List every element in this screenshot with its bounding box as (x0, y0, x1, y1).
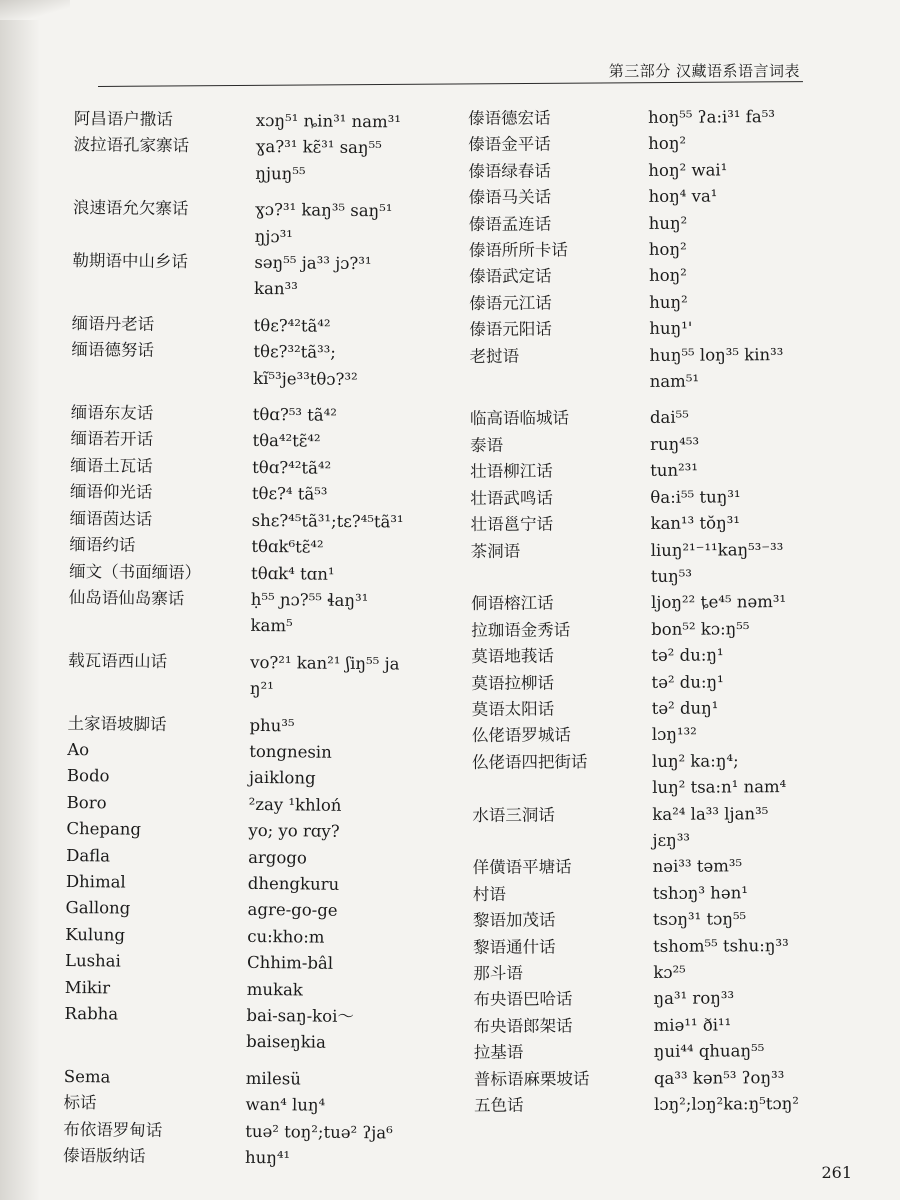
language-name: 傣语马关话 (468, 187, 552, 208)
language-name: 傣语版纳话 (62, 1145, 146, 1166)
word-form: cu:kho:m (247, 926, 325, 947)
word-entry (473, 932, 843, 961)
word-form: yo; yo rɑy? (248, 821, 340, 841)
language-name: 黎语通什话 (473, 937, 556, 957)
language-name: Boro (66, 792, 107, 813)
word-entry (67, 737, 447, 767)
language-name: 莫语地莪话 (471, 646, 554, 667)
word-entry (71, 400, 451, 430)
word-entry (472, 774, 842, 803)
word-form: bai-saŋ-koi～ (246, 1005, 355, 1026)
word-entry (70, 453, 450, 483)
word-form: kan¹³ tŏŋ³¹ (650, 513, 740, 533)
language-name: 傣语元阳话 (469, 319, 552, 340)
language-name: 莫语拉柳话 (471, 673, 555, 693)
word-entry (471, 589, 841, 618)
word-form: tsɔŋ³¹ tɔŋ⁵⁵ (652, 909, 747, 930)
word-entry (473, 959, 843, 988)
language-name: 泰语 (470, 435, 504, 455)
language-name: 老挝语 (469, 346, 520, 366)
word-form: huŋ¹' (649, 318, 693, 339)
word-entry (470, 457, 840, 486)
word-form: baiseŋkia (246, 1032, 326, 1053)
language-name (68, 674, 250, 702)
page-corner-shadow (0, 0, 70, 20)
word-entry (471, 615, 841, 644)
word-entry (72, 248, 452, 278)
word-entry (65, 922, 445, 952)
language-name: 那斗语 (473, 963, 523, 983)
left-column (63, 106, 454, 1173)
language-name: 布央语巴哈话 (473, 989, 573, 1010)
word-entry (471, 668, 841, 697)
language-name: 拉珈语金秀话 (471, 620, 571, 640)
word-entry (469, 209, 839, 238)
word-entry (73, 132, 453, 162)
word-form: tshɔŋ³ hən¹ (652, 883, 748, 903)
language-name: Ao (67, 739, 90, 760)
word-form: ka²⁴ la³³ ljan³⁵ (652, 803, 769, 824)
language-name: 傣语元江话 (469, 293, 552, 313)
language-name: Dhimal (65, 871, 126, 892)
word-entry (64, 1001, 444, 1031)
word-entry (472, 747, 842, 776)
language-name: 村语 (472, 884, 506, 904)
word-entry (472, 721, 842, 750)
language-name: 勒期语中山乡话 (72, 251, 188, 272)
word-form: ljoŋ²² ȶe⁴⁵ nəm³¹ (650, 592, 787, 613)
word-form: tθɛ?⁴²tã⁴² (253, 315, 331, 336)
language-name: 普标语麻栗坡话 (473, 1068, 590, 1089)
language-name (472, 828, 652, 856)
word-form: ŋjɔ³¹ (254, 226, 293, 246)
word-entry (68, 648, 448, 678)
word-form: ²zay ¹khloń (248, 794, 342, 815)
language-name (72, 274, 254, 302)
word-form: lɔŋ²;lɔŋ²ka:ŋ⁵tɔŋ² (654, 1094, 799, 1114)
word-form: vo?²¹ kan²¹ ʃiŋ⁵⁵ ja (250, 652, 400, 674)
word-form: tə² du:ŋ¹ (651, 671, 724, 692)
word-entry (473, 985, 843, 1014)
word-form: bon⁵² kɔ:ŋ⁵⁵ (651, 619, 750, 639)
word-entry (474, 1012, 844, 1041)
word-form: nam⁵¹ (649, 371, 700, 391)
language-name: Sema (63, 1066, 111, 1087)
word-entry (469, 315, 839, 344)
word-entry (469, 262, 839, 291)
language-name: Rabha (64, 1003, 119, 1024)
word-form: ŋa³¹ roŋ³³ (653, 988, 735, 1009)
language-name: 莫语太阳话 (471, 699, 555, 719)
language-name: Kulung (65, 924, 126, 945)
language-name: 仙岛语仙岛寨话 (68, 587, 185, 609)
word-entry (73, 222, 453, 252)
language-name: 仫佬语罗城话 (471, 725, 571, 746)
language-name: 缅语茵达话 (69, 508, 153, 529)
header-rule (98, 81, 803, 87)
language-name: 傣语金平话 (468, 134, 551, 155)
word-entry (468, 130, 838, 159)
language-name: 壮语柳江话 (470, 461, 553, 482)
word-form: huŋ² (648, 213, 688, 233)
language-name: 黎语加茂话 (472, 910, 556, 931)
language-name: 傣语德宏话 (468, 108, 551, 128)
word-form: tθa⁴²tɛ̃⁴² (252, 431, 321, 452)
language-name: 茶洞语 (470, 541, 521, 561)
language-name: 水语三洞话 (472, 805, 555, 825)
word-form: tə² duŋ¹ (651, 698, 719, 718)
language-name: 傣语绿春话 (468, 161, 551, 181)
language-name (64, 1027, 246, 1055)
word-entry (473, 853, 843, 882)
language-name (71, 364, 253, 392)
word-entry (69, 532, 449, 562)
word-form: nəi³³ təm³⁵ (652, 856, 743, 877)
word-form: kan³³ (253, 279, 298, 299)
word-entry (66, 816, 446, 846)
word-form: hoŋ² (648, 266, 687, 286)
language-name: 壮语邕宁话 (470, 514, 554, 535)
language-name: 缅语东友话 (70, 403, 154, 423)
word-form: shɛ?⁴⁵tã³¹;tɛ?⁴⁵tã³¹ (251, 510, 404, 532)
language-name: 缅语德努话 (71, 340, 155, 361)
word-entry (65, 948, 445, 978)
word-form: argogo (248, 847, 307, 868)
word-entry (471, 642, 841, 671)
word-entry (472, 800, 842, 829)
word-entry (73, 159, 453, 189)
word-entry (472, 695, 842, 724)
language-name (471, 564, 651, 592)
word-form: ɣa?³¹ kɛ̃³¹ saŋ⁵⁵ (255, 137, 382, 158)
word-form: ruŋ⁴⁵³ (650, 434, 700, 454)
word-entry (63, 1090, 443, 1120)
word-entry (470, 483, 840, 512)
word-form: agre-go-ge (247, 900, 338, 921)
word-form: qa³³ kən⁵³ ʔoŋ³³ (653, 1067, 785, 1088)
word-form: jɛŋ³³ (652, 830, 691, 850)
word-form: miə¹¹ ði¹¹ (653, 1015, 732, 1035)
word-entry (71, 364, 451, 394)
word-entry (468, 157, 838, 186)
word-form: liuŋ²¹⁻¹¹kaŋ⁵³⁻³³ (650, 539, 784, 560)
running-header: 第三部分 汉藏语系语言词表 (608, 62, 800, 80)
word-entry (474, 1038, 844, 1067)
word-entry (64, 1027, 444, 1057)
language-name: 侗语榕江话 (470, 593, 554, 614)
language-name: 阿昌语户撒话 (73, 108, 173, 130)
word-form: kɔ²⁵ (653, 962, 686, 982)
language-name (470, 369, 650, 397)
word-form: ŋjuŋ⁵⁵ (255, 163, 306, 184)
word-form: θa:i⁵⁵ tuŋ³¹ (650, 487, 741, 507)
language-name: Bodo (66, 766, 110, 786)
word-entry (470, 404, 840, 433)
word-form: tθɛ?³²tã³³; (253, 342, 336, 363)
word-form: hoŋ⁴ va¹ (648, 186, 718, 207)
word-form: tun²³¹ (650, 460, 699, 481)
word-entry (63, 1117, 443, 1147)
language-name (73, 222, 255, 250)
word-entry (68, 674, 448, 704)
language-name: 缅语土瓦话 (70, 455, 153, 476)
language-name (68, 611, 250, 639)
language-name: 五色话 (474, 1095, 524, 1116)
word-entry (67, 710, 447, 740)
language-name (472, 775, 652, 803)
word-form: jaiklong (248, 768, 316, 788)
language-name: 临高语临城话 (469, 408, 569, 429)
word-entry (468, 183, 838, 212)
word-form: ŋ²¹ (249, 678, 274, 699)
word-form: tshom⁵⁵ tshu:ŋ³³ (653, 935, 789, 956)
language-name: 拉基语 (473, 1042, 524, 1063)
word-entry (471, 563, 841, 592)
word-entry (472, 827, 842, 856)
word-form: səŋ⁵⁵ ja³³ jɔ?³¹ (254, 252, 372, 274)
word-entry (67, 790, 447, 820)
language-name: 仫佬语四把街话 (471, 752, 588, 772)
language-name: 傣语所所卡话 (468, 240, 568, 261)
language-name: 傣语武定话 (468, 266, 552, 287)
word-entry (72, 311, 452, 341)
word-entry (63, 1143, 443, 1173)
word-entry (65, 975, 445, 1005)
word-entry (73, 195, 453, 225)
word-form: tuə² toŋ²;tuə² ʔja⁶ (245, 1121, 393, 1143)
word-form: luŋ² tsa:n¹ nam⁴ (652, 777, 787, 798)
right-column (468, 104, 844, 1120)
language-name: 傣语孟连话 (468, 214, 552, 234)
word-entry (70, 479, 450, 509)
word-form: hoŋ² (648, 134, 687, 154)
word-entry (470, 368, 840, 397)
page-number: 261 (821, 1163, 852, 1182)
language-name: 标话 (63, 1093, 97, 1113)
word-entry (70, 426, 450, 456)
word-form: tθɑ?⁵³ tã⁴² (252, 404, 338, 425)
language-name: Dafla (66, 845, 111, 865)
word-form: huŋ² (649, 292, 688, 312)
word-form: Chhim-bâl (246, 953, 334, 973)
word-form: lɔŋ¹³² (651, 724, 697, 745)
word-form: hoŋ² (648, 239, 687, 259)
word-form: tθɑk⁶tɛ̃⁴² (251, 536, 324, 557)
language-name: 波拉语孔家寨话 (73, 135, 190, 156)
word-form: xɔŋ⁵¹ ȵin³¹ nam³¹ (255, 110, 402, 132)
language-name (73, 159, 255, 187)
word-form: luŋ² ka:ŋ⁴; (651, 751, 739, 771)
language-name: 缅语约话 (69, 535, 136, 555)
language-name: Lushai (64, 951, 121, 971)
language-name: 壮语武鸣话 (470, 488, 553, 508)
language-name: 缅语丹老话 (71, 313, 155, 334)
language-name: 浪速语允欠寨话 (72, 198, 189, 219)
word-form: dai⁵⁵ (649, 408, 689, 428)
word-entry (74, 106, 454, 136)
word-form: mukak (246, 979, 303, 1000)
word-form: huŋ⁵⁵ loŋ³⁵ kin³³ (649, 344, 784, 365)
word-entry (471, 536, 841, 565)
word-form: hoŋ² wai¹ (648, 160, 728, 180)
word-form: kĩ⁵³je³³tθɔ?³² (253, 368, 358, 389)
word-entry (67, 763, 447, 793)
word-entry (69, 558, 449, 588)
word-entry (469, 341, 839, 370)
word-entry (71, 337, 451, 367)
word-entry (64, 1064, 444, 1094)
word-form: phu³⁵ (249, 715, 295, 735)
word-form: tongnesin (249, 741, 332, 762)
language-name: 布央语郎架话 (473, 1016, 573, 1036)
word-form: tθɑk⁴ tɑn¹ (251, 563, 335, 584)
language-name: 载瓦语西山话 (68, 650, 168, 671)
word-entry (468, 104, 838, 133)
word-entry (469, 236, 839, 265)
word-form: hoŋ⁵⁵ ʔa:i³¹ fa⁵³ (648, 107, 775, 127)
word-form: tθɛ?⁴ tã⁵³ (251, 484, 328, 504)
word-entry (470, 510, 840, 539)
language-name: Gallong (65, 898, 131, 919)
word-form: dhengkuru (247, 873, 340, 894)
word-entry (470, 431, 840, 460)
word-entry (72, 274, 452, 304)
word-entry (473, 880, 843, 909)
word-form: milesü (245, 1068, 301, 1089)
word-entry (474, 1091, 844, 1120)
word-form: kam⁵ (250, 616, 293, 636)
word-entry (66, 869, 446, 899)
language-name: 缅语若开话 (70, 429, 154, 450)
language-name: 佯僙语平塘话 (472, 857, 572, 878)
language-name: Mikir (64, 977, 111, 998)
word-entry (474, 1064, 844, 1093)
word-form: tə² du:ŋ¹ (651, 645, 724, 666)
word-entry (66, 843, 446, 873)
page-edge-shadow (0, 0, 40, 1200)
language-name: Chepang (66, 819, 142, 839)
word-form: ḥ⁵⁵ ɲɔ?⁵⁵ ɬaŋ³¹ (250, 589, 369, 611)
word-form: ŋui⁴⁴ qhuaŋ⁵⁵ (653, 1041, 765, 1062)
language-name: 土家语坡脚话 (67, 713, 167, 734)
word-entry (69, 585, 449, 615)
word-entry (68, 611, 448, 641)
word-form: huŋ⁴¹ (244, 1147, 291, 1168)
language-name: 缅文（书面缅语） (69, 561, 202, 582)
word-entry (473, 906, 843, 935)
word-form: tuŋ⁵³ (650, 566, 693, 586)
word-entry (65, 895, 445, 925)
language-name: 缅语仰光话 (69, 482, 153, 503)
word-form: ɣɔ?³¹ kaŋ³⁵ saŋ⁵¹ (254, 200, 393, 221)
word-entry (70, 506, 450, 536)
language-name: 布依语罗甸话 (63, 1119, 163, 1140)
word-form: tθɑ?⁴²tã⁴² (252, 457, 332, 478)
word-form: wan⁴ luŋ⁴ (245, 1095, 326, 1115)
word-entry (469, 289, 839, 318)
